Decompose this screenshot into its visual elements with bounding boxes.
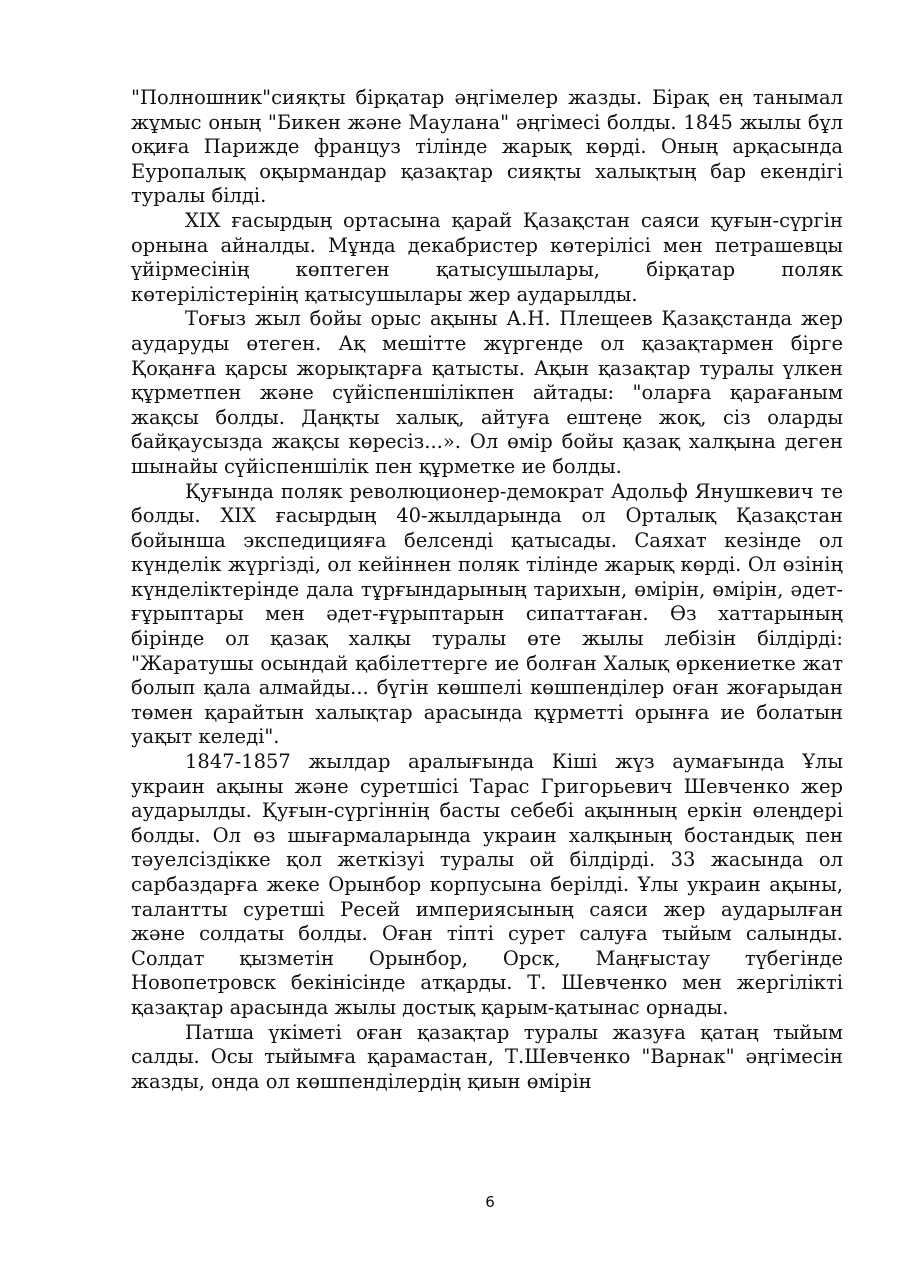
paragraph-2: XIX ғасырдың ортасына қарай Қазақстан саяси қуғын-сүргін орнына айналды. Мұнда декабристер көтерілісі мен петрашевцы үйірмесінің көптеген қатысушылары, бірқатар поляк көтерілістерінің қатысушылары жер аударылды. xyxy=(131,208,843,306)
body-text xyxy=(131,86,843,1094)
paragraph-4: Қуғында поляк революционер-демократ Адольф Янушкевич те болды. XIX ғасырдың 40-жылдарында ол Орталық Қазақстан бойынша экспедицияға белсенді қатысады. Саяхат кезінде ол күнделік жүргізді, ол кейіннен поляк тілінде жарық көрді. Ол өзінің күнделіктерінде дала тұрғындарының тарихын, өмірін, өмірін, әдет-ғұрыптары мен әдет-ғұрыптарын сипаттаған. Өз хаттарының бірінде ол қазақ халқы туралы өте жылы лебізін білдірді: "Жаратушы осындай қабілеттерге ие болған Халық өркениетке жат болып қала алмайды... бүгін көшпелі көшпенділер оған жоғарыдан төмен қарайтын халықтар арасында құрметті орынға ие болатын уақыт келеді". xyxy=(131,479,843,749)
paragraph-3: Тоғыз жыл бойы орыс ақыны А.Н. Плещеев Қазақстанда жер аударуды өтеген. Ақ мешітте жүргенде ол қазақтармен бірге Қоқанға қарсы жорықтарға қатысты. Ақын қазақтар туралы үлкен құрметпен және сүйіспеншілікпен айтады: "оларға қарағаным жақсы болды. Даңқты халық, айтуға ештеңе жоқ, сіз оларды байқаусызда жақсы көресіз...». Ол өмір бойы қазақ халқына деген шынайы сүйіспеншілік пен құрметке ие болды. xyxy=(131,307,843,478)
paragraph-1: "Полношник"сияқты бірқатар әңгімелер жазды. Бірақ ең танымал жұмыс оның "Бикен және Маулана" әңгімесі болды. 1845 жылы бұл оқиға Парижде француз тілінде жарық көрді. Оның арқасында Еуропалық оқырмандар қазақтар сияқты халықтың бар екендігі туралы білді. xyxy=(131,86,843,208)
page-number: 6 xyxy=(485,1193,495,1211)
paragraph-5: 1847-1857 жылдар аралығында Кіші жүз аумағында Ұлы украин ақыны және суретшісі Тарас Григорьевич Шевченко жер аударылды. Қуғын-сүргіннің басты себебі ақынның еркін өлеңдері болды. Ол өз шығармаларында украин халқының бостандық пен тәуелсіздікке қол жеткізуі туралы ой білдірді. 33 жасында ол сарбаздарға жеке Орынбор корпусына берілді. Ұлы украин ақыны, талантты суретші Ресей империясының саяси жер аударылған және солдаты болды. Оған тіпті сурет салуға тыйым салынды. Солдат қызметін Орынбор, Орск, Маңғыстау түбегінде Новопетровск бекінісінде атқарды. Т. Шевченко мен жергілікті қазақтар арасында жылы достық қарым-қатынас орнады. xyxy=(131,750,843,1019)
paragraph-6: Патша үкіметі оған қазақтар туралы жазуға қатаң тыйым салды. Осы тыйымға қарамастан, Т.Шевченко "Варнак" әңгімесін жазды, онда ол көшпенділердің қиын өмірін xyxy=(131,1020,843,1093)
